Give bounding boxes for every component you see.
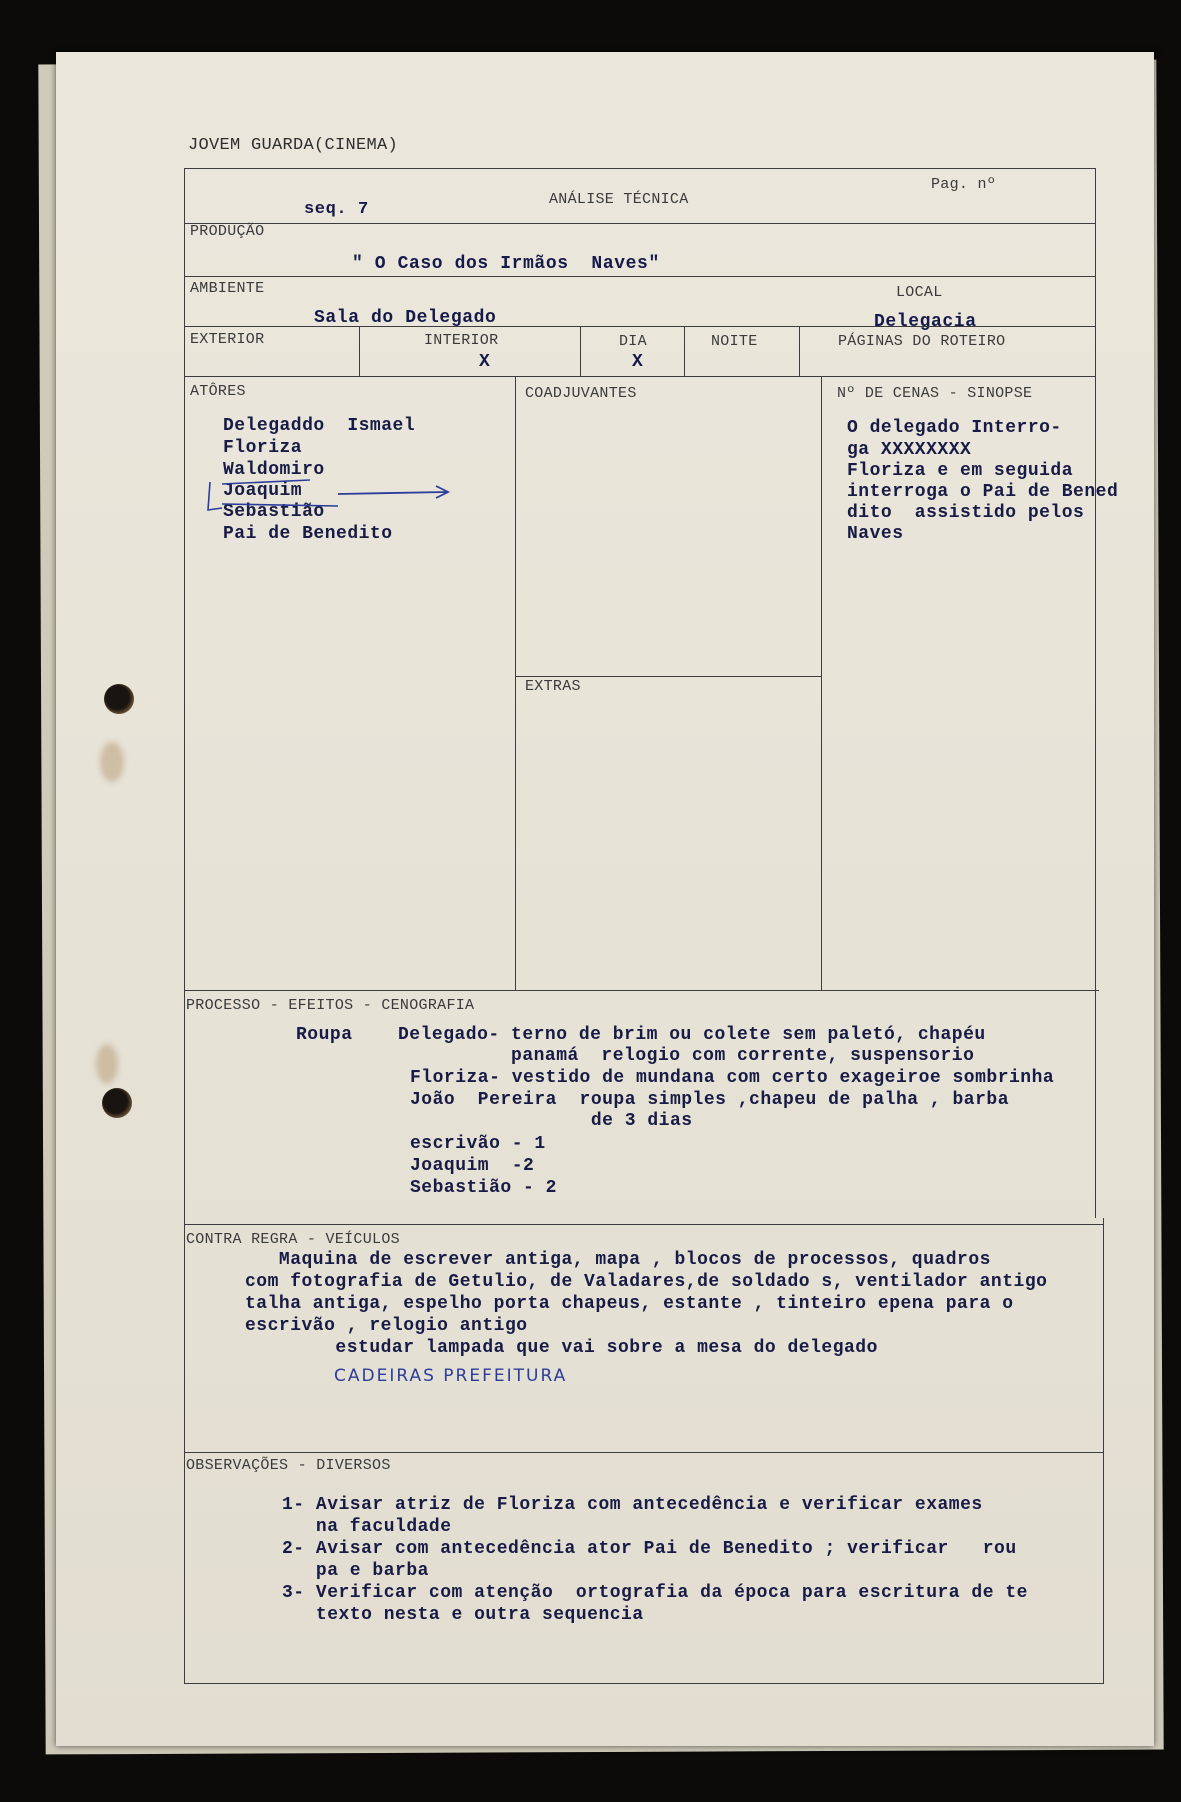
paper-stain <box>96 1044 118 1084</box>
cell-divider <box>359 326 360 376</box>
row-divider <box>184 376 1095 377</box>
coadjuvantes-label: COADJUVANTES <box>525 385 637 402</box>
seq-label: seq. 7 <box>304 200 369 219</box>
sinopse-line-2: ga XXXXXXXX <box>847 440 972 460</box>
sinopse-line-1: O delegado Interro- <box>847 418 1062 438</box>
atores-line-2: Floriza <box>223 438 303 458</box>
atores-line-4: Joaquim <box>223 481 303 501</box>
processo-label: PROCESSO - EFEITOS - CENOGRAFIA <box>186 997 475 1014</box>
dia-label: DIA <box>619 333 647 350</box>
ambiente-label: AMBIENTE <box>190 280 265 297</box>
project-title: JOVEM GUARDA(CINEMA) <box>188 136 399 155</box>
extras-label: EXTRAS <box>525 678 581 695</box>
atores-line-6: Pai de Benedito <box>223 524 393 544</box>
binder-hole-top <box>104 684 134 714</box>
observacoes-line-3: 2- Avisar com antecedência ator Pai de Benedito ; verificar rou <box>282 1539 1017 1559</box>
observacoes-line-6: texto nesta e outra sequencia <box>282 1605 644 1625</box>
contra-regra-line-3: talha antiga, espelho porta chapeus, estante , tinteiro epena para o <box>245 1294 1014 1314</box>
paginas-label: PÁGINAS DO ROTEIRO <box>838 333 1006 350</box>
contra-regra-line-1: Maquina de escrever antiga, mapa , blocos de processos, quadros <box>245 1250 991 1270</box>
interior-label: INTERIOR <box>424 332 499 349</box>
contra-regra-line-2: com fotografia de Getulio, de Valadares,de soldado s, ventilador antigo <box>245 1272 1048 1292</box>
atores-label: ATÔRES <box>190 383 246 400</box>
cell-divider <box>515 676 821 677</box>
frame-right-lower <box>1103 1218 1104 1683</box>
contra-regra-line-4: escrivão , relogio antigo <box>245 1316 528 1336</box>
atores-line-1: Delegaddo Ismael <box>223 416 416 436</box>
observacoes-line-5: 3- Verificar com atenção ortografia da época para escritura de te <box>282 1583 1028 1603</box>
row-divider <box>184 1224 1103 1225</box>
processo-line-6: escrivão - 1 <box>410 1134 546 1154</box>
sinopse-line-3: Floriza e em seguida <box>847 461 1074 481</box>
noite-label: NOITE <box>711 333 758 350</box>
page-number-label: Pag. nº <box>931 176 997 193</box>
cell-divider <box>821 376 822 990</box>
cell-divider <box>580 326 581 376</box>
processo-line-3: Floriza- vestido de mundana com certo exageiroe sombrinha <box>410 1068 1055 1088</box>
document-page <box>56 52 1154 1746</box>
local-value: Delegacia <box>874 312 977 332</box>
cell-divider <box>684 326 685 376</box>
processo-line-4: João Pereira roupa simples ,chapeu de palha , barba <box>410 1090 1009 1110</box>
producao-label: PRODUÇÃO <box>190 223 265 240</box>
cell-divider <box>515 376 516 990</box>
binder-hole-bottom <box>102 1088 132 1118</box>
observacoes-line-1: 1- Avisar atriz de Floriza com antecedência e verificar exames <box>282 1495 983 1515</box>
interior-mark: X <box>479 352 491 372</box>
pen-arrow-annotation <box>200 476 460 526</box>
atores-line-3: Waldomiro <box>223 460 325 480</box>
roupa-label: Roupa <box>296 1025 353 1045</box>
frame-right-upper <box>1095 168 1096 1218</box>
row-divider <box>184 1452 1103 1453</box>
row-divider <box>184 276 1095 277</box>
processo-line-7: Joaquim -2 <box>410 1156 535 1176</box>
frame-top <box>184 168 1095 169</box>
sinopse-line-6: Naves <box>847 524 904 544</box>
sinopse-line-5: dito assistido pelos <box>847 503 1085 523</box>
processo-line-8: Sebastião - 2 <box>410 1178 557 1198</box>
contra-regra-line-5: estudar lampada que vai sobre a mesa do delegado <box>245 1338 878 1358</box>
contra-regra-label: CONTRA REGRA - VEÍCULOS <box>186 1231 400 1248</box>
row-divider <box>184 223 1095 224</box>
frame-bottom <box>184 1683 1104 1684</box>
observacoes-line-2: na faculdade <box>282 1517 452 1537</box>
ambiente-value: Sala do Delegado <box>314 308 497 328</box>
observacoes-line-4: pa e barba <box>282 1561 429 1581</box>
observacoes-label: OBSERVAÇÕES - DIVERSOS <box>186 1457 391 1474</box>
processo-line-5: de 3 dias <box>410 1111 693 1131</box>
paper-stain <box>100 742 124 782</box>
processo-line-2: panamá relogio com corrente, suspensorio <box>398 1046 975 1066</box>
sinopse-label: Nº DE CENAS - SINOPSE <box>837 385 1033 402</box>
local-label: LOCAL <box>896 284 943 301</box>
atores-line-5: Sebastião <box>223 502 325 522</box>
frame-left <box>184 168 185 1683</box>
form-title: ANÁLISE TÉCNICA <box>549 191 689 208</box>
sinopse-line-4: interroga o Pai de Bened <box>847 482 1119 502</box>
handwritten-note: CADEIRAS PREFEITURA <box>334 1366 568 1386</box>
row-divider <box>184 326 1095 327</box>
cell-divider <box>799 326 800 376</box>
processo-line-1: Delegado- terno de brim ou colete sem paletó, chapéu <box>398 1025 986 1045</box>
exterior-label: EXTERIOR <box>190 331 265 348</box>
dia-mark: X <box>632 352 644 372</box>
producao-value: " O Caso dos Irmãos Naves" <box>352 254 660 274</box>
row-divider <box>184 990 1099 991</box>
